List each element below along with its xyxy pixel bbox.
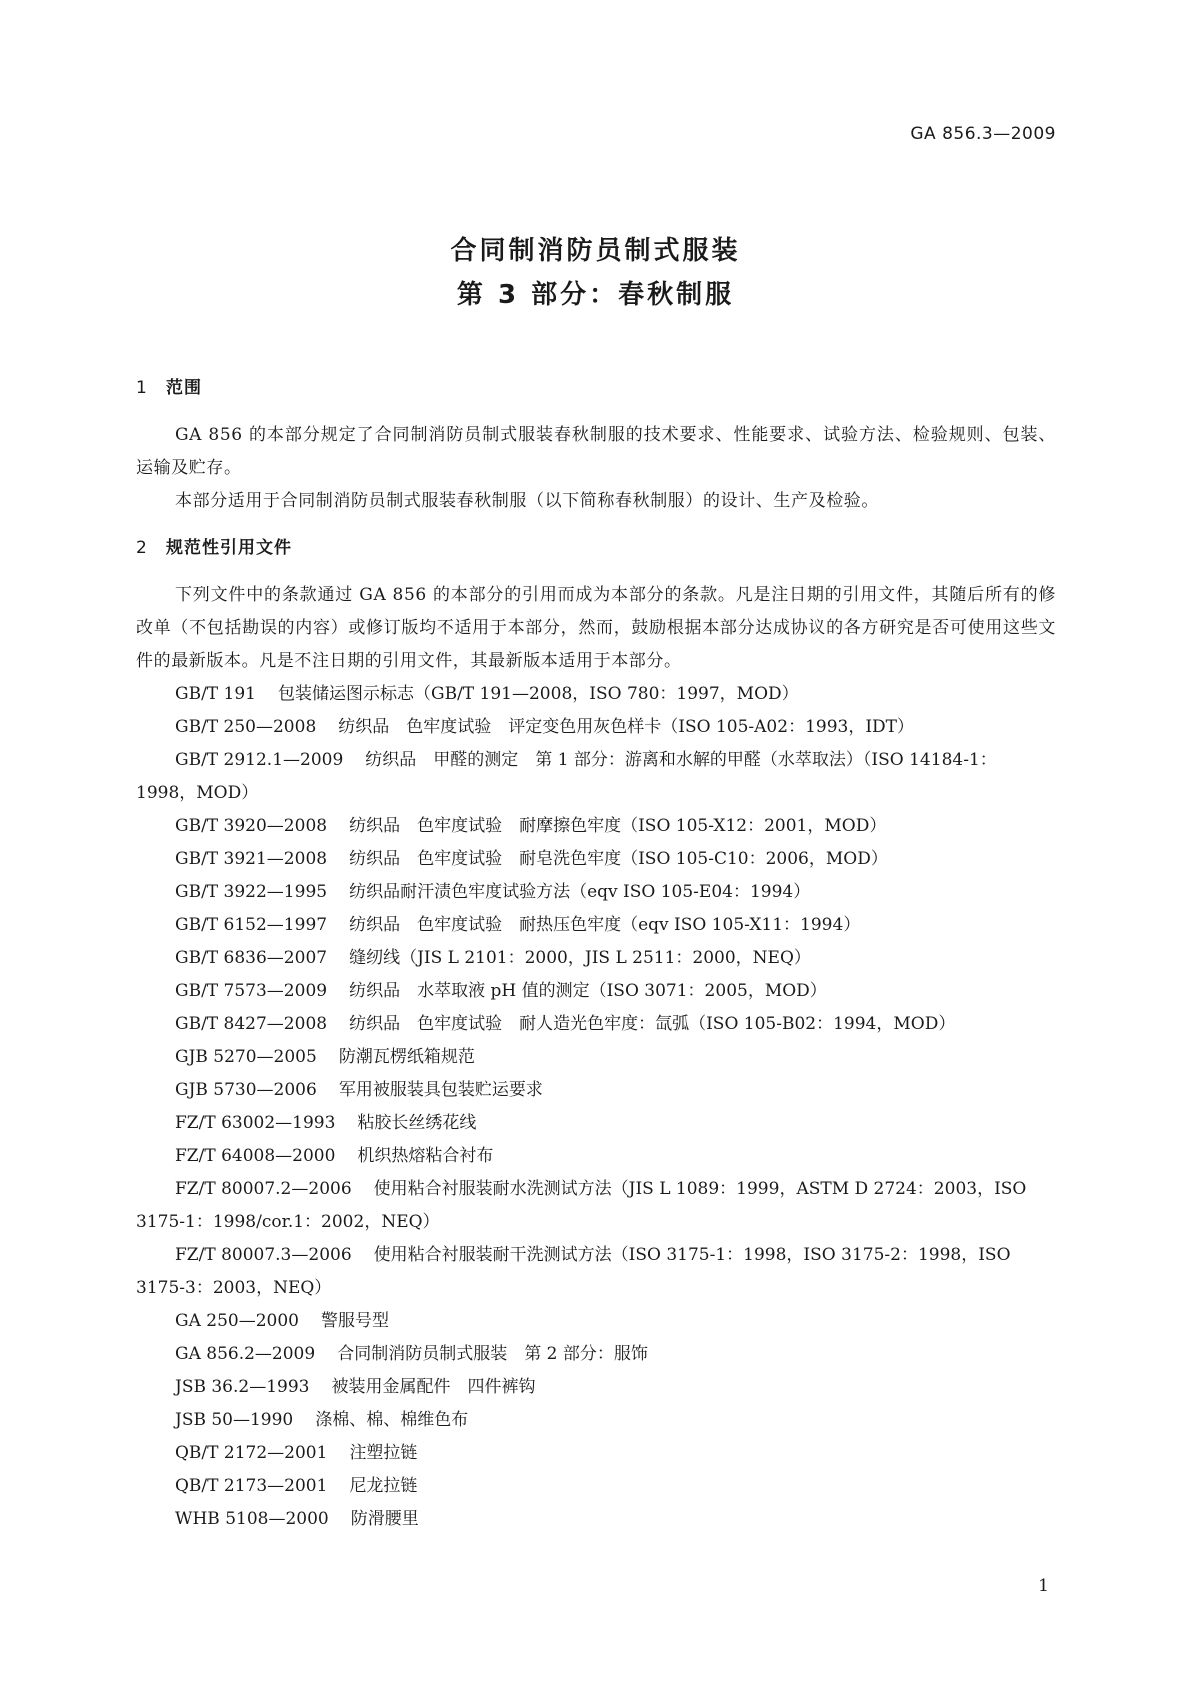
scope-paragraph: 本部分适用于合同制消防员制式服装春秋制服（以下简称春秋制服）的设计、生产及检验。 [175, 491, 879, 511]
reference-title: 纺织品 甲醛的测定 第 1 部分：游离和水解的甲醛（水萃取法）（ISO 14184-1：1998，MOD） [136, 750, 997, 803]
reference-title: 纺织品 色牢度试验 耐皂洗色牢度（ISO 105-C10：2006，MOD） [349, 849, 888, 869]
document-body [136, 372, 1056, 1536]
reference-title: 使用粘合衬服装耐干洗测试方法（ISO 3175-1：1998，ISO 3175-2：1998，ISO 3175-3：2003，NEQ） [136, 1245, 1011, 1298]
reference-item [136, 678, 1056, 711]
scope-paragraph: GA 856 的本部分规定了合同制消防员制式服装春秋制服的技术要求、性能要求、试验方法、检验规则、包装、运输及贮存。 [136, 425, 1056, 478]
reference-item [136, 1239, 1056, 1305]
reference-title: 包装储运图示标志（GB/T 191—2008，ISO 780：1997，MOD） [278, 684, 799, 704]
reference-code: GB/T 3921—2008 [175, 849, 328, 869]
reference-code: GB/T 3920—2008 [175, 816, 328, 836]
reference-item [136, 975, 1056, 1008]
reference-title: 纺织品 色牢度试验 耐热压色牢度（eqv ISO 105-X11：1994） [349, 915, 861, 935]
reference-item [136, 876, 1056, 909]
reference-code: GB/T 8427—2008 [175, 1014, 328, 1034]
reference-title: 纺织品 色牢度试验 耐人造光色牢度：氙弧（ISO 105-B02：1994，MOD） [349, 1014, 956, 1034]
reference-item [136, 1371, 1056, 1404]
reference-item [136, 1470, 1056, 1503]
reference-item [136, 942, 1056, 975]
reference-code: FZ/T 80007.2—2006 [175, 1179, 352, 1199]
reference-item [136, 843, 1056, 876]
reference-item [136, 909, 1056, 942]
reference-code: GB/T 2912.1—2009 [175, 750, 344, 770]
reference-item [136, 1107, 1056, 1140]
reference-title: 防潮瓦楞纸箱规范 [338, 1047, 475, 1067]
reference-code: FZ/T 63002—1993 [175, 1113, 336, 1133]
reference-item [136, 1041, 1056, 1074]
reference-title: 机织热熔粘合衬布 [357, 1146, 494, 1166]
reference-code: GB/T 7573—2009 [175, 981, 328, 1001]
reference-code: QB/T 2172—2001 [175, 1443, 328, 1463]
reference-title: 涤棉、棉、棉维色布 [315, 1410, 469, 1430]
reference-code: GB/T 6836—2007 [175, 948, 328, 968]
reference-item [136, 1074, 1056, 1107]
section-heading-normative-references [136, 532, 1056, 565]
reference-item [136, 1140, 1056, 1173]
document-title: 合同制消防员制式服装 [450, 236, 741, 266]
reference-title: 军用被服装具包装贮运要求 [338, 1080, 543, 1100]
reference-title: 纺织品 色牢度试验 耐摩擦色牢度（ISO 105-X12：2001，MOD） [349, 816, 887, 836]
reference-code: GA 250—2000 [175, 1311, 299, 1331]
section-heading-scope [136, 372, 1056, 405]
reference-code: WHB 5108—2000 [175, 1509, 329, 1529]
section-number: 2 [136, 538, 148, 558]
reference-code: GB/T 6152—1997 [175, 915, 328, 935]
reference-code: GA 856.2—2009 [175, 1344, 316, 1364]
reference-code: GB/T 191 [175, 684, 256, 704]
reference-item [136, 1503, 1056, 1536]
section-title: 范围 [166, 378, 202, 398]
reference-title: 合同制消防员制式服装 第 2 部分：服饰 [337, 1344, 648, 1364]
reference-title: 粘胶长丝绣花线 [357, 1113, 477, 1133]
reference-item [136, 711, 1056, 744]
reference-code: JSB 50—1990 [175, 1410, 294, 1430]
reference-title: 注塑拉链 [349, 1443, 418, 1463]
reference-code: GB/T 250—2008 [175, 717, 317, 737]
reference-title: 被装用金属配件 四件裤钩 [331, 1377, 536, 1397]
reference-title: 使用粘合衬服装耐水洗测试方法（JIS L 1089：1999，ASTM D 2724：2003，ISO 3175-1：1998/cor.1：2002，NEQ） [136, 1179, 1027, 1232]
reference-code: GB/T 3922—1995 [175, 882, 328, 902]
reference-code: QB/T 2173—2001 [175, 1476, 328, 1496]
reference-item [136, 1404, 1056, 1437]
reference-item [136, 1437, 1056, 1470]
reference-code: FZ/T 64008—2000 [175, 1146, 336, 1166]
reference-title: 警服号型 [320, 1311, 389, 1331]
normative-intro-paragraph: 下列文件中的条款通过 GA 856 的本部分的引用而成为本部分的条款。凡是注日期的引用文件，其随后所有的修改单（不包括勘误的内容）或修订版均不适用于本部分，然而，鼓励根据本部分达成协议的各方研究是否可使用这些文件的最新版本。凡是不注日期的引用文件，其最新版本适用于本部分。 [136, 585, 1056, 671]
reference-list [136, 678, 1056, 1536]
reference-item [136, 1338, 1056, 1371]
document-subtitle: 第 3 部分：春秋制服 [456, 280, 735, 310]
section-number: 1 [136, 378, 148, 398]
reference-code: GJB 5270—2005 [175, 1047, 317, 1067]
reference-title: 防滑腰里 [350, 1509, 419, 1529]
reference-title: 纺织品 水萃取液 pH 值的测定（ISO 3071：2005，MOD） [349, 981, 827, 1001]
reference-item [136, 744, 1056, 810]
reference-code: GJB 5730—2006 [175, 1080, 317, 1100]
reference-title: 尼龙拉链 [349, 1476, 418, 1496]
standard-number: GA 856.3—2009 [910, 124, 1056, 144]
reference-title: 缝纫线（JIS L 2101：2000，JIS L 2511：2000，NEQ） [349, 948, 811, 968]
page-number: 1 [1038, 1576, 1049, 1596]
reference-code: FZ/T 80007.3—2006 [175, 1245, 352, 1265]
reference-title: 纺织品耐汗渍色牢度试验方法（eqv ISO 105-E04：1994） [349, 882, 811, 902]
reference-item [136, 1305, 1056, 1338]
reference-item [136, 1008, 1056, 1041]
reference-item [136, 810, 1056, 843]
reference-item [136, 1173, 1056, 1239]
section-title: 规范性引用文件 [166, 538, 292, 558]
reference-code: JSB 36.2—1993 [175, 1377, 310, 1397]
reference-title: 纺织品 色牢度试验 评定变色用灰色样卡（ISO 105-A02：1993，IDT） [338, 717, 915, 737]
